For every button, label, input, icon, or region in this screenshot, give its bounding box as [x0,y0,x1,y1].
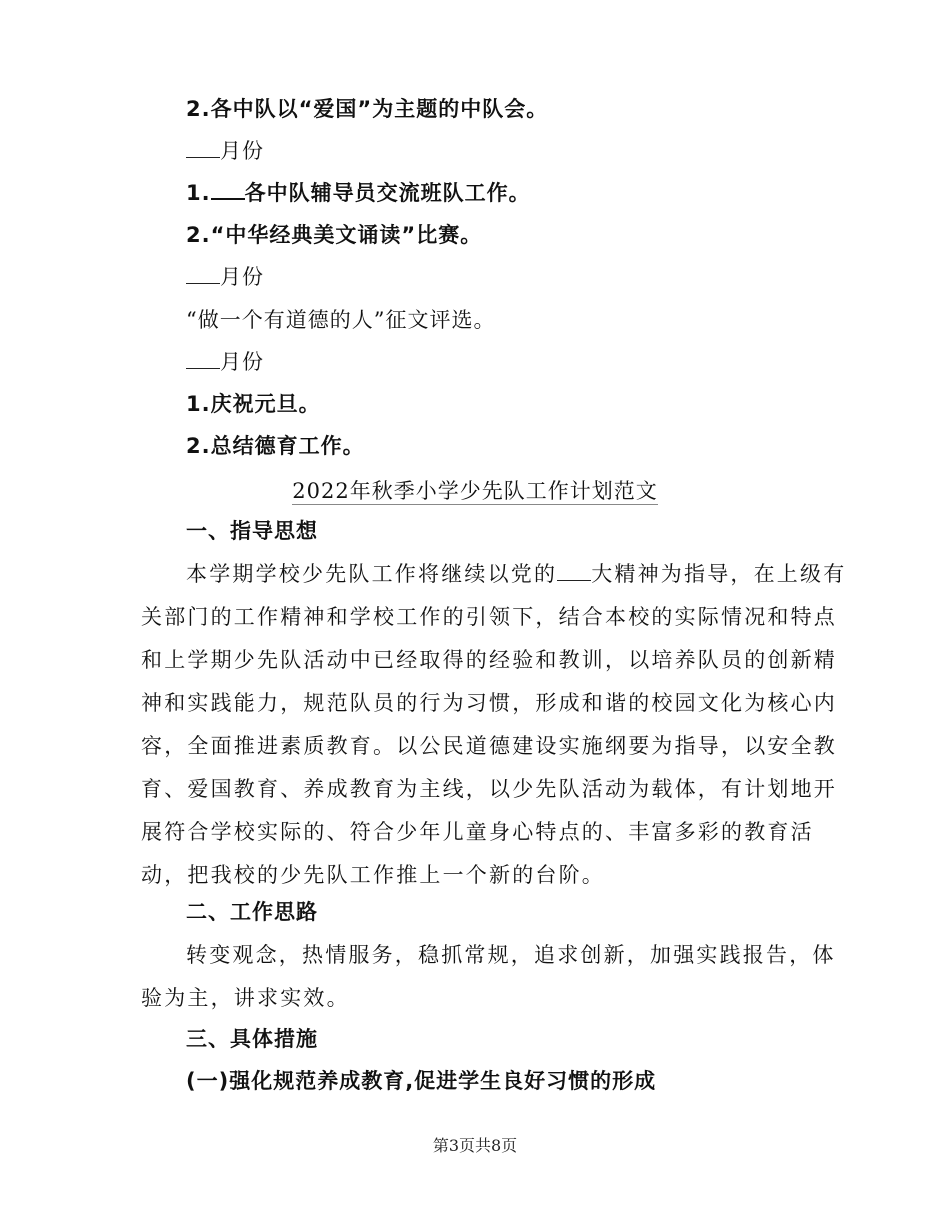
item-classic-reading [186,220,482,250]
item-patriotic-meeting [186,94,548,124]
month-label: 月份 [220,265,264,289]
blank-line [557,562,591,581]
paragraph-line: 动，把我校的少先队工作推上一个新的台阶。 [141,863,605,887]
blank-line [211,180,245,200]
paragraph-line: 转变观念，热情服务，稳抓常规，追求创新，加强实践报告，体 [186,943,836,967]
month-label: 月份 [220,139,264,163]
article-title [0,476,950,506]
item-text: 1.庆祝元旦。 [186,392,321,416]
item-text: 各中队辅导员交流班队工作。 [244,181,531,205]
heading-text: 二、工作思路 [186,900,318,924]
month-heading-a [186,136,264,166]
item-text: 2.“中华经典美文诵读”比赛。 [186,223,483,247]
section-heading-work-approach [186,897,318,927]
paragraph-line: 神和实践能力，规范队员的行为习惯，形成和谐的校园文化为核心内 [141,691,837,715]
section-heading-guiding-ideology [186,516,318,546]
item-summary [186,431,365,461]
line-segment: 大精神为指导，在上级有 [591,562,847,586]
heading-text: 一、指导思想 [186,519,318,543]
heading-text: 三、具体措施 [186,1027,318,1051]
item-essay-contest [186,305,495,335]
page-number: 第3页共8页 [432,1136,518,1155]
item-text: “做一个有道德的人”征文评选。 [186,308,496,332]
paragraph-line: 育、爱国教育、养成教育为主线，以少先队活动为载体，有计划地开 [141,777,837,801]
paragraph-line: 关部门的工作精神和学校工作的引领下，结合本校的实际情况和特点 [141,605,837,629]
blank-line [186,350,220,369]
paragraph-line: 验为主，讲求实效。 [141,986,350,1010]
item-number: 1. [186,181,211,205]
article-title-text: 2022年秋季小学少先队工作计划范文 [292,479,658,503]
section-heading-specific-measures [186,1024,318,1054]
paragraph-line: 和上学期少先队活动中已经取得的经验和教训，以培养队员的创新精 [141,648,837,672]
month-heading-b [186,262,264,292]
blank-line [186,265,220,284]
paragraph-line: 容，全面推进素质教育。以公民道德建设实施纲要为指导，以安全教 [141,734,837,758]
subsection-heading-habit-formation [186,1066,656,1096]
item-text: 2.各中队以“爱国”为主题的中队会。 [186,97,549,121]
month-heading-c [186,347,264,377]
page-footer [0,1133,950,1156]
paragraph-guiding-ideology [141,553,846,897]
heading-text: (一)强化规范养成教育,促进学生良好习惯的形成 [186,1069,657,1093]
paragraph-work-approach [141,934,836,1020]
item-text: 2.总结德育工作。 [186,434,365,458]
blank-line [186,139,220,158]
paragraph-line [141,553,846,596]
item-new-year [186,389,321,419]
month-label: 月份 [220,350,264,374]
paragraph-line: 展符合学校实际的、符合少年儿童身心特点的、丰富多彩的教育活 [141,820,814,844]
item-counselor-exchange [186,178,531,208]
line-segment: 本学期学校少先队工作将继续以党的 [186,562,558,586]
